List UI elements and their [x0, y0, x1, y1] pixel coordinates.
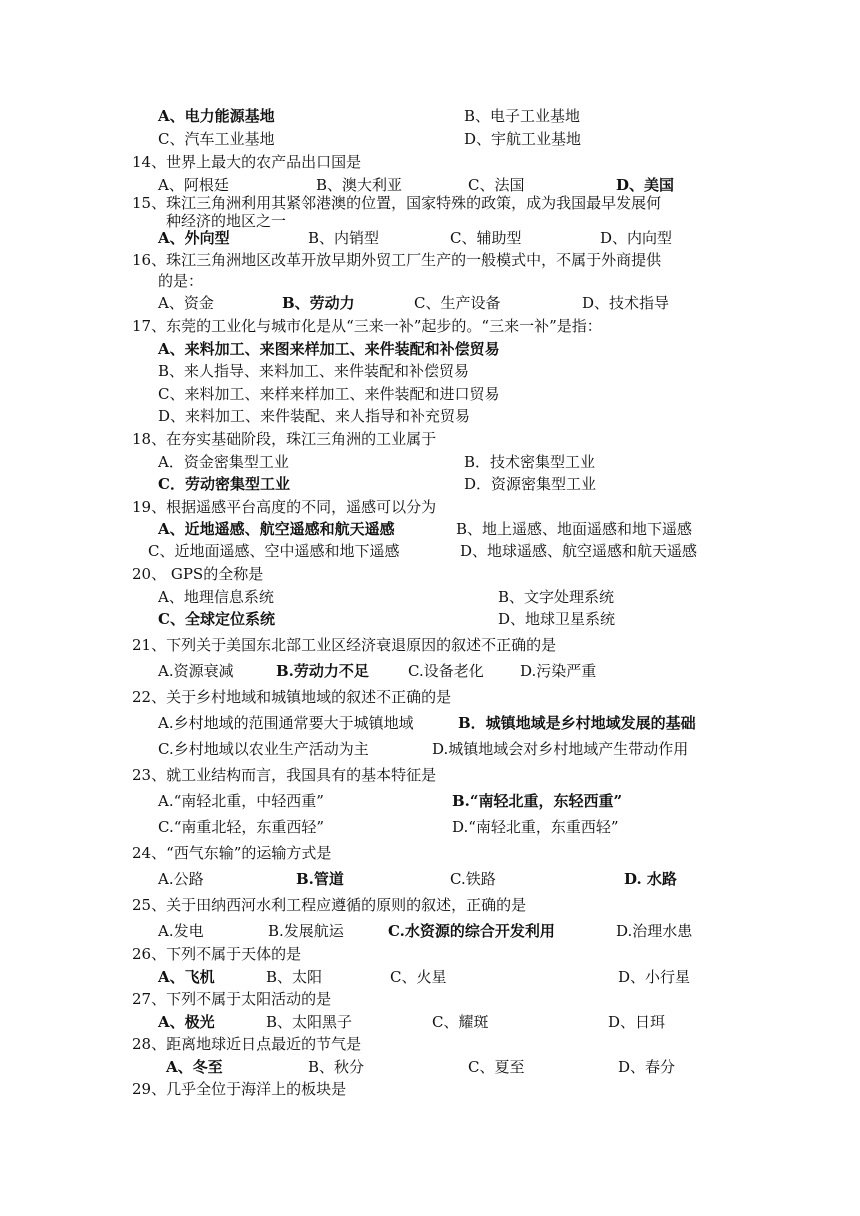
q18-option-d: D．资源密集型工业 [464, 475, 597, 493]
q18-stem: 18、在夯实基础阶段，珠江三角洲的工业属于 [132, 430, 437, 448]
q17-option-b: B、来人指导、来料加工、来件装配和补偿贸易 [158, 362, 470, 380]
q20-option-d: D、地球卫星系统 [498, 610, 616, 628]
q27-option-a: A、极光 [158, 1013, 215, 1031]
q19-option-c: C、近地面遥感、空中遥感和地下遥感 [148, 542, 400, 560]
q23-option-b: B.“南轻北重，东轻西重” [452, 792, 623, 810]
q13-option-d: D、宇航工业基地 [464, 130, 582, 148]
q26-option-a: A、飞机 [158, 968, 215, 986]
q24-stem: 24、“西气东输”的运输方式是 [132, 844, 332, 862]
q29-stem: 29、几乎全位于海洋上的板块是 [132, 1080, 347, 1098]
q15-stem-cont: 种经济的地区之一 [166, 212, 287, 230]
q24-option-d: D. 水路 [624, 870, 677, 888]
q22-stem: 22、关于乡村地域和城镇地域的叙述不正确的是 [132, 688, 452, 706]
q27-option-d: D、日珥 [608, 1013, 666, 1031]
q13-option-b: B、电子工业基地 [464, 107, 581, 125]
q20-stem: 20、 GPS的全称是 [132, 565, 264, 583]
q19-option-b: B、地上遥感、地面遥感和地下遥感 [456, 520, 693, 538]
q25-option-c: C.水资源的综合开发利用 [388, 922, 555, 940]
q15-option-d: D、内向型 [600, 229, 673, 247]
q20-option-c: C、全球定位系统 [158, 610, 275, 628]
q28-option-b: B、秋分 [308, 1058, 365, 1076]
q17-stem: 17、东莞的工业化与城市化是从“三来一补”起步的。“三来一补”是指： [132, 317, 602, 335]
q26-option-d: D、小行星 [618, 968, 691, 986]
q25-option-a: A.发电 [158, 922, 204, 940]
q17-option-a: A、来料加工、来图来样加工、来件装配和补偿贸易 [158, 340, 500, 358]
q22-option-d: D.城镇地域会对乡村地域产生带动作用 [432, 740, 689, 758]
q14-option-c: C、法国 [468, 176, 525, 194]
q18-option-a: A．资金密集型工业 [158, 453, 289, 471]
q21-option-c: C.设备老化 [408, 662, 484, 680]
q14-option-d: D、美国 [616, 176, 675, 194]
q15-option-c: C、辅助型 [450, 229, 522, 247]
q16-stem: 16、珠江三角洲地区改革开放早期外贸工厂生产的一般模式中，不属于外商提供 [132, 251, 662, 269]
q27-stem: 27、下列不属于太阳活动的是 [132, 990, 332, 1008]
q15-option-a: A、外向型 [158, 229, 230, 247]
q27-option-b: B、太阳黑子 [266, 1013, 353, 1031]
q26-stem: 26、下列不属于天体的是 [132, 945, 302, 963]
q28-option-d: D、春分 [618, 1058, 676, 1076]
q14-option-b: B、澳大利亚 [316, 176, 403, 194]
q27-option-c: C、耀斑 [432, 1013, 489, 1031]
q25-option-b: B.发展航运 [268, 922, 344, 940]
q22-option-c: C.乡村地域以农业生产活动为主 [158, 740, 369, 758]
q25-option-d: D.治理水患 [616, 922, 693, 940]
q16-option-b: B、劳动力 [282, 294, 355, 312]
q16-option-c: C、生产设备 [414, 294, 501, 312]
q24-option-a: A.公路 [158, 870, 204, 888]
q18-option-c: C．劳动密集型工业 [158, 475, 290, 493]
q28-option-a: A、冬至 [166, 1058, 223, 1076]
q13-option-c: C、汽车工业基地 [158, 130, 275, 148]
q23-stem: 23、就工业结构而言，我国具有的基本特征是 [132, 766, 437, 784]
q24-option-b: B.管道 [296, 870, 344, 888]
q13-option-a: A、电力能源基地 [158, 107, 275, 125]
q21-option-b: B.劳动力不足 [276, 662, 369, 680]
q19-stem: 19、根据遥感平台高度的不同，遥感可以分为 [132, 498, 437, 516]
q14-option-a: A、阿根廷 [158, 176, 229, 194]
q19-option-d: D、地球遥感、航空遥感和航天遥感 [460, 542, 698, 560]
q24-option-c: C.铁路 [450, 870, 496, 888]
q26-option-c: C、火星 [390, 968, 447, 986]
q26-option-b: B、太阳 [266, 968, 323, 986]
q16-option-d: D、技术指导 [582, 294, 670, 312]
q16-stem-cont: 的是： [158, 272, 204, 290]
q28-stem: 28、距离地球近日点最近的节气是 [132, 1035, 362, 1053]
q14-stem: 14、世界上最大的农产品出口国是 [132, 153, 362, 171]
q22-option-a: A.乡村地域的范围通常要大于城镇地域 [158, 714, 414, 732]
q17-option-d: D、来料加工、来件装配、来人指导和补充贸易 [158, 407, 471, 425]
q25-stem: 25、关于田纳西河水利工程应遵循的原则的叙述，正确的是 [132, 896, 527, 914]
q15-option-b: B、内销型 [308, 229, 380, 247]
q23-option-a: A.“南轻北重，中轻西重” [158, 792, 324, 810]
q23-option-d: D.“南轻北重，东重西轻” [452, 818, 619, 836]
q20-option-a: A、地理信息系统 [158, 588, 274, 606]
q15-stem: 15、珠江三角洲利用其紧邻港澳的位置，国家特殊的政策，成为我国最早发展何 [132, 194, 662, 212]
q21-option-a: A.资源衰减 [158, 662, 234, 680]
q22-option-b: B．城镇地域是乡村地域发展的基础 [458, 714, 696, 732]
q21-stem: 21、下列关于美国东北部工业区经济衰退原因的叙述不正确的是 [132, 636, 557, 654]
q19-option-a: A、近地遥感、航空遥感和航天遥感 [158, 520, 395, 538]
q18-option-b: B．技术密集型工业 [464, 453, 596, 471]
q23-option-c: C.“南重北轻，东重西轻” [158, 818, 325, 836]
q17-option-c: C、来料加工、来样来样加工、来件装配和进口贸易 [158, 385, 500, 403]
q20-option-b: B、文字处理系统 [498, 588, 615, 606]
q28-option-c: C、夏至 [468, 1058, 525, 1076]
q21-option-d: D.污染严重 [520, 662, 597, 680]
q16-option-a: A、资金 [158, 294, 214, 312]
